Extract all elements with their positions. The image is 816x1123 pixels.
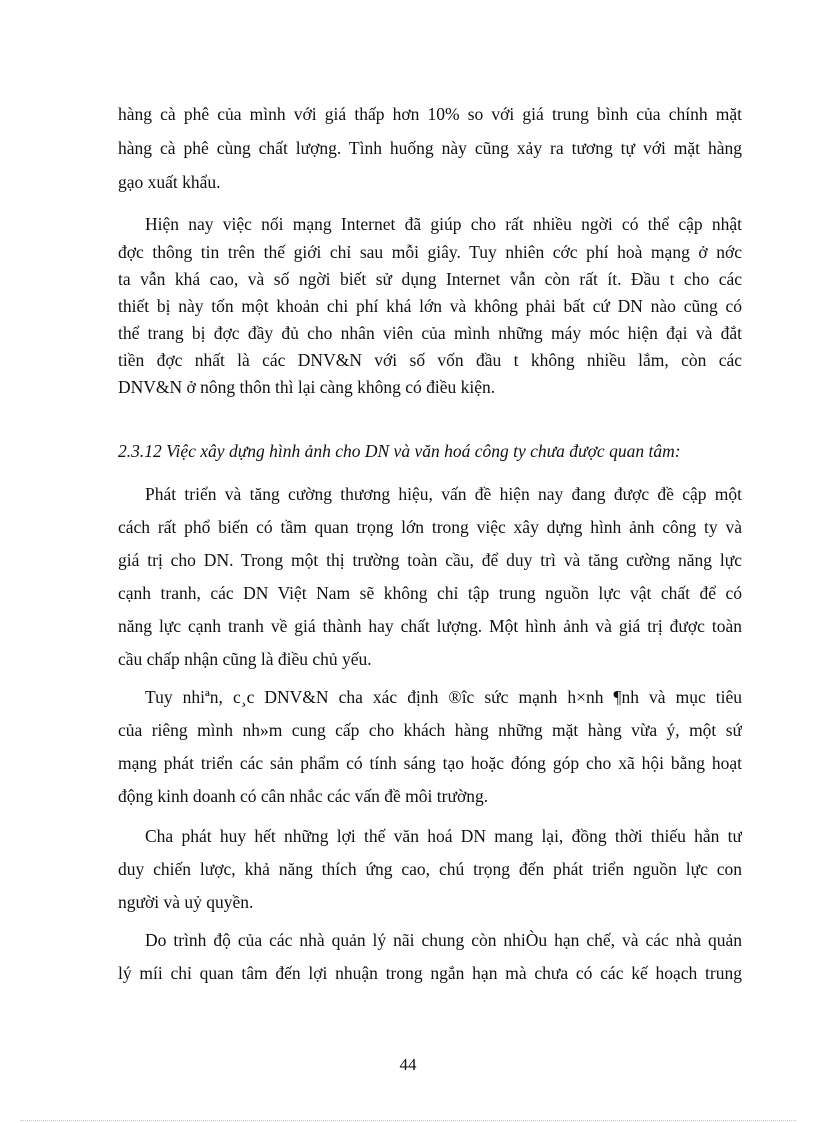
paragraph-6-line-1: Do trình độ của các nhà quản lý nãi chung còn nhiÒu hạn chế, và các nhà quản xyxy=(145,930,742,950)
paragraph-6-line-2: lý míi chỉ quan tâm đến lợi nhuận trong ngắn hạn mà chưa có các kế hoạch trung xyxy=(118,963,742,983)
page-bottom-divider xyxy=(20,1120,796,1121)
paragraph-2-line-6: tiền đợc nhất là các DNV&N với số vốn đầu t không nhiều lắm, còn các xyxy=(118,350,742,370)
paragraph-1-line-2: hàng cà phê cùng chất lượng. Tình huống này cũng xảy ra tương tự với mặt hàng xyxy=(118,138,742,158)
paragraph-1-line-3: gạo xuất khẩu. xyxy=(118,172,221,192)
paragraph-4-line-1: Tuy nhiªn, c¸c DNV&N cha xác định ®îc sức mạnh h×nh ¶nh và mục tiêu xyxy=(145,687,742,707)
paragraph-2-line-4: thiết bị này tốn một khoản chi phí khá lớn và không phải bất cứ DN nào cũng có xyxy=(118,296,742,316)
section-heading: 2.3.12 Việc xây dựng hình ảnh cho DN và văn hoá công ty chưa được quan tâm: xyxy=(118,441,681,461)
paragraph-2-line-5: thể trang bị đợc đầy đủ cho nhân viên của mình những máy móc hiện đại và đắt xyxy=(118,323,742,343)
paragraph-2-line-7: DNV&N ở nông thôn thì lại càng không có điều kiện. xyxy=(118,377,496,397)
paragraph-4-line-3: mạng phát triển các sản phẩm có tính sáng tạo hoặc đóng góp cho xã hội bằng hoạt xyxy=(118,753,742,773)
paragraph-2-line-3: ta vẫn khá cao, và số ngời biết sử dụng Internet vẫn còn rất ít. Đầu t cho các xyxy=(118,269,742,289)
paragraph-5-line-3: người và uỷ quyền. xyxy=(118,892,254,912)
paragraph-5-line-2: duy chiến lược, khả năng thích ứng cao, chú trọng đến phát triển nguồn lực con xyxy=(118,859,742,879)
paragraph-5-line-1: Cha phát huy hết những lợi thế văn hoá DN mang lại, đồng thời thiếu hẳn tư xyxy=(145,826,742,846)
paragraph-4-line-2: của riêng mình nh»m cung cấp cho khách hàng những mặt hàng vừa ý, một sứ xyxy=(118,720,742,740)
paragraph-3-line-6: cầu chấp nhận cũng là điều chủ yếu. xyxy=(118,649,372,669)
page-number: 44 xyxy=(399,1055,417,1074)
paragraph-4-line-4: động kinh doanh có cân nhắc các vấn đề môi trường. xyxy=(118,786,489,806)
paragraph-2-line-2: đợc thông tin trên thế giới chỉ sau mỗi giây. Tuy nhiên cớc phí hoà mạng ở nớc xyxy=(118,242,742,262)
paragraph-3-line-4: cạnh tranh, các DN Việt Nam sẽ không chỉ tập trung nguồn lực vật chất để có xyxy=(118,583,742,603)
paragraph-3-line-5: năng lực cạnh tranh về giá thành hay chất lượng. Một hình ảnh và giá trị được toàn xyxy=(118,616,742,636)
paragraph-3-line-1: Phát triển và tăng cường thương hiệu, vấn đề hiện nay đang được đề cập một xyxy=(145,484,742,504)
paragraph-3-line-2: cách rất phổ biến có tầm quan trọng lớn trong việc xây dựng hình ảnh công ty và xyxy=(118,517,742,537)
paragraph-2-line-1: Hiện nay việc nối mạng Internet đã giúp cho rất nhiều ngời có thể cập nhật xyxy=(145,214,742,234)
paragraph-3-line-3: giá trị cho DN. Trong một thị trường toàn cầu, để duy trì và tăng cường năng lực xyxy=(118,550,742,570)
paragraph-1-line-1: hàng cà phê của mình với giá thấp hơn 10% so với giá trung bình của chính mặt xyxy=(118,104,742,124)
